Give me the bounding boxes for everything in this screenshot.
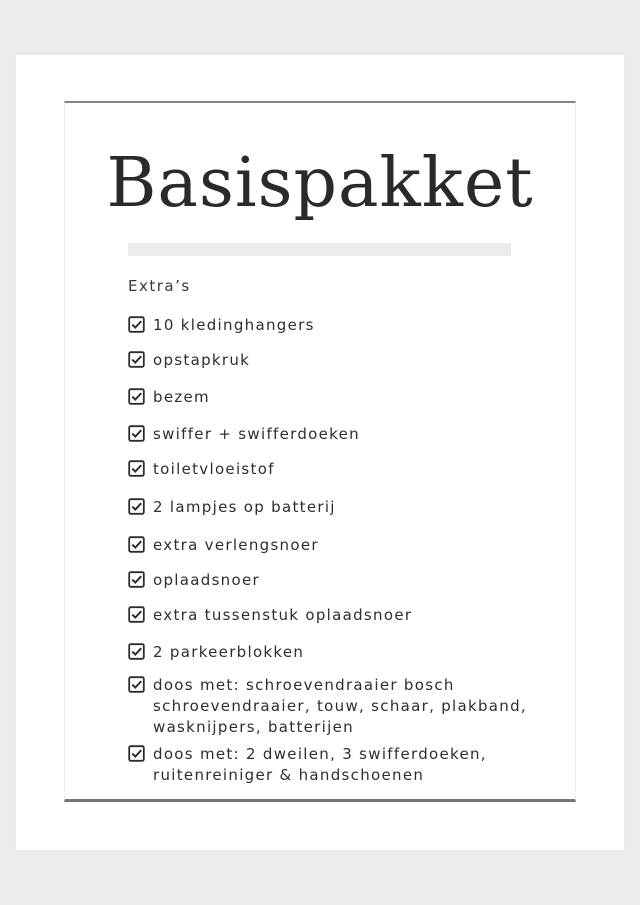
checklist-item xyxy=(128,497,548,518)
checklist-item-text: 10 kledinghangers xyxy=(153,316,315,334)
checked-box-icon xyxy=(128,676,145,693)
section-subtitle: Extra’s xyxy=(128,277,191,295)
checked-box-icon xyxy=(128,388,145,405)
checklist-item-text: doos met: schroevendraaier bosch schroevendraaier, touw, schaar, plakband, wasknijpers, batterijen xyxy=(153,676,527,736)
checklist-item-text: extra verlengsnoer xyxy=(153,536,319,554)
checklist-item xyxy=(128,642,548,663)
checklist-item-text: 2 parkeerblokken xyxy=(153,643,305,661)
checked-box-icon xyxy=(128,316,145,333)
checklist-item xyxy=(128,315,548,336)
checked-box-icon xyxy=(128,571,145,588)
page-title: Basispakket xyxy=(106,144,534,223)
checklist-item xyxy=(128,744,548,786)
checked-box-icon xyxy=(128,606,145,623)
checked-box-icon xyxy=(128,745,145,762)
checklist-item-text: opstapkruk xyxy=(153,351,251,369)
checklist-item-text: doos met: 2 dweilen, 3 swifferdoeken, ruitenreiniger & handschoenen xyxy=(153,745,487,784)
checklist-item xyxy=(128,350,548,371)
checklist-item-text: swiffer + swifferdoeken xyxy=(153,425,360,443)
checklist-item-text: extra tussenstuk oplaadsnoer xyxy=(153,606,413,624)
checklist-item xyxy=(128,424,548,445)
title-underline-bar xyxy=(128,243,511,256)
checklist-item xyxy=(128,535,548,556)
checked-box-icon xyxy=(128,351,145,368)
checklist-item-text: toiletvloeistof xyxy=(153,460,275,478)
checklist-item xyxy=(128,605,548,626)
checklist-item xyxy=(128,570,548,591)
checklist-item-text: bezem xyxy=(153,388,210,406)
checked-box-icon xyxy=(128,536,145,553)
checked-box-icon xyxy=(128,425,145,442)
checklist-item xyxy=(128,387,548,408)
checked-box-icon xyxy=(128,498,145,515)
checklist-item xyxy=(128,459,548,480)
checklist-item xyxy=(128,675,548,738)
checked-box-icon xyxy=(128,460,145,477)
checked-box-icon xyxy=(128,643,145,660)
checklist-item-text: 2 lampjes op batterij xyxy=(153,498,336,516)
checklist-item-text: oplaadsnoer xyxy=(153,571,260,589)
